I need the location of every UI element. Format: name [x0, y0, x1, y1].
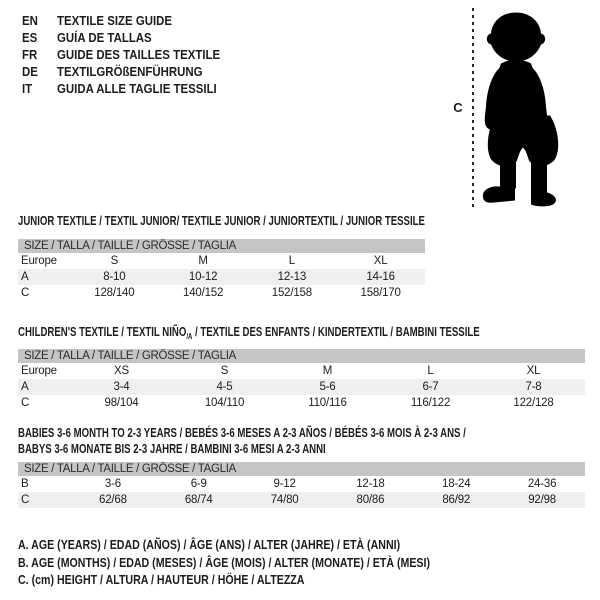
height-label-c: C [453, 100, 463, 115]
table-cell: XL [373, 255, 388, 267]
table-row-height [18, 395, 585, 411]
table-row-age-months [18, 476, 585, 492]
table-cell: 128/140 [94, 287, 135, 299]
language-code: FR [22, 47, 38, 62]
table-cell: L [288, 255, 295, 267]
table-cell: 3-4 [113, 381, 130, 393]
row-label: Europe [21, 255, 57, 267]
table-cell: 152/158 [271, 287, 312, 299]
section-title-junior: JUNIOR TEXTILE / TEXTIL JUNIOR/ TEXTILE JUNIOR / JUNIORTEXTIL / JUNIOR TESSILE [18, 213, 425, 228]
height-measure-dotted-line [472, 8, 474, 209]
toddler-silhouette [479, 9, 569, 210]
table-row-height [18, 492, 585, 508]
title-subscript: /A [186, 332, 193, 341]
language-code: EN [22, 13, 38, 28]
size-header-bar: SIZE / TALLA / TAILLE / GRÖSSE / TAGLIA [18, 462, 585, 476]
legend [18, 537, 503, 590]
title-line-2: BABYS 3-6 MONATE BIS 2-3 JAHRE / BAMBINI 3-6 MESI A 2-3 ANNI [18, 441, 326, 456]
language-title: GUIDA ALLE TAGLIE TESSILI [57, 81, 217, 96]
row-label: Europe [21, 365, 57, 377]
table-cell: 6-7 [422, 381, 439, 393]
table-row-age [18, 269, 425, 285]
table-cell: 62/68 [99, 494, 127, 506]
table-cell: 98/104 [104, 397, 139, 409]
table-cell: 4-5 [216, 381, 233, 393]
table-cell: 10-12 [188, 271, 218, 283]
row-label: C [21, 397, 30, 409]
table-cell: 5-6 [319, 381, 336, 393]
language-title: TEXTILE SIZE GUIDE [57, 13, 173, 28]
table-cell: S [220, 365, 229, 377]
table-cell: 7-8 [525, 381, 542, 393]
table-cell: M [322, 365, 333, 377]
language-list [22, 12, 242, 97]
table-cell: L [427, 365, 434, 377]
babies-size-table [18, 462, 585, 508]
table-cell: 3-6 [104, 478, 121, 490]
table-cell: 104/110 [204, 397, 245, 409]
language-row-it [22, 80, 242, 97]
language-row-es [22, 29, 242, 46]
table-cell: XS [114, 365, 129, 377]
table-cell: 74/80 [270, 494, 299, 506]
size-header-bar: SIZE / TALLA / TAILLE / GRÖSSE / TAGLIA [18, 349, 585, 363]
language-row-fr [22, 46, 242, 63]
language-row-en [22, 12, 242, 29]
language-code: IT [22, 81, 33, 96]
table-cell: 12-13 [277, 271, 307, 283]
junior-size-table [18, 239, 425, 301]
table-row-europe [18, 363, 585, 379]
title-text: CHILDREN'S TEXTILE / TEXTIL NIÑO [18, 324, 187, 339]
language-code: ES [22, 30, 38, 45]
language-title: GUIDE DES TAILLES TEXTILE [57, 47, 221, 62]
row-label: C [21, 494, 30, 506]
size-header-bar: SIZE / TALLA / TAILLE / GRÖSSE / TAGLIA [18, 239, 425, 253]
table-cell: 14-16 [366, 271, 395, 283]
table-row-age [18, 379, 585, 395]
language-title: GUÍA DE TALLAS [57, 30, 152, 45]
table-cell: S [110, 255, 119, 267]
children-size-table [18, 349, 585, 411]
title-line-1: BABIES 3-6 MONTH TO 2-3 YEARS / BEBÉS 3-6 MESES A 2-3 AÑOS / BÉBÉS 3-6 MOIS À 2-3 ANS / [18, 425, 466, 440]
table-cell: 9-12 [273, 478, 296, 490]
section-title-babies [18, 425, 466, 457]
row-label: A [21, 271, 29, 283]
legend-line-a: A. AGE (YEARS) / EDAD (AÑOS) / ÂGE (ANS) / ALTER (JAHRE) / ETÀ (ANNI) [18, 538, 401, 552]
table-cell: 122/128 [513, 397, 554, 409]
title-text: / TEXTILE DES ENFANTS / KINDERTEXTIL / BAMBINI TESSILE [192, 324, 480, 339]
table-cell: 18-24 [442, 478, 471, 490]
legend-line-b: B. AGE (MONTHS) / EDAD (MESES) / ÂGE (MOIS) / ALTER (MONATE) / ETÀ (MESI) [18, 555, 431, 570]
table-cell: 6-9 [190, 478, 207, 490]
table-cell: 158/170 [360, 287, 401, 299]
table-cell: XL [526, 365, 541, 377]
language-title: TEXTILGRÖßENFÜHRUNG [57, 64, 203, 79]
table-row-europe [18, 253, 425, 269]
table-cell: 24-36 [527, 478, 557, 490]
legend-line-c: C. (cm) HEIGHT / ALTURA / HAUTEUR / HÖHE / ALTEZZA [18, 573, 305, 587]
table-cell: 116/122 [410, 397, 451, 409]
table-cell: 8-10 [103, 271, 126, 283]
table-cell: 80/86 [356, 494, 385, 506]
row-label: B [21, 478, 29, 490]
table-cell: 110/116 [308, 397, 347, 409]
table-cell: 140/152 [183, 287, 224, 299]
table-cell: 12-18 [356, 478, 385, 490]
language-row-de [22, 63, 242, 80]
table-row-height [18, 285, 425, 301]
table-cell: M [198, 255, 208, 267]
table-cell: 86/92 [442, 494, 471, 506]
section-title-children [18, 324, 480, 339]
table-cell: 92/98 [528, 494, 556, 506]
row-label: A [21, 381, 29, 393]
row-label: C [21, 287, 30, 299]
table-cell: 68/74 [184, 494, 213, 506]
language-code: DE [22, 64, 38, 79]
